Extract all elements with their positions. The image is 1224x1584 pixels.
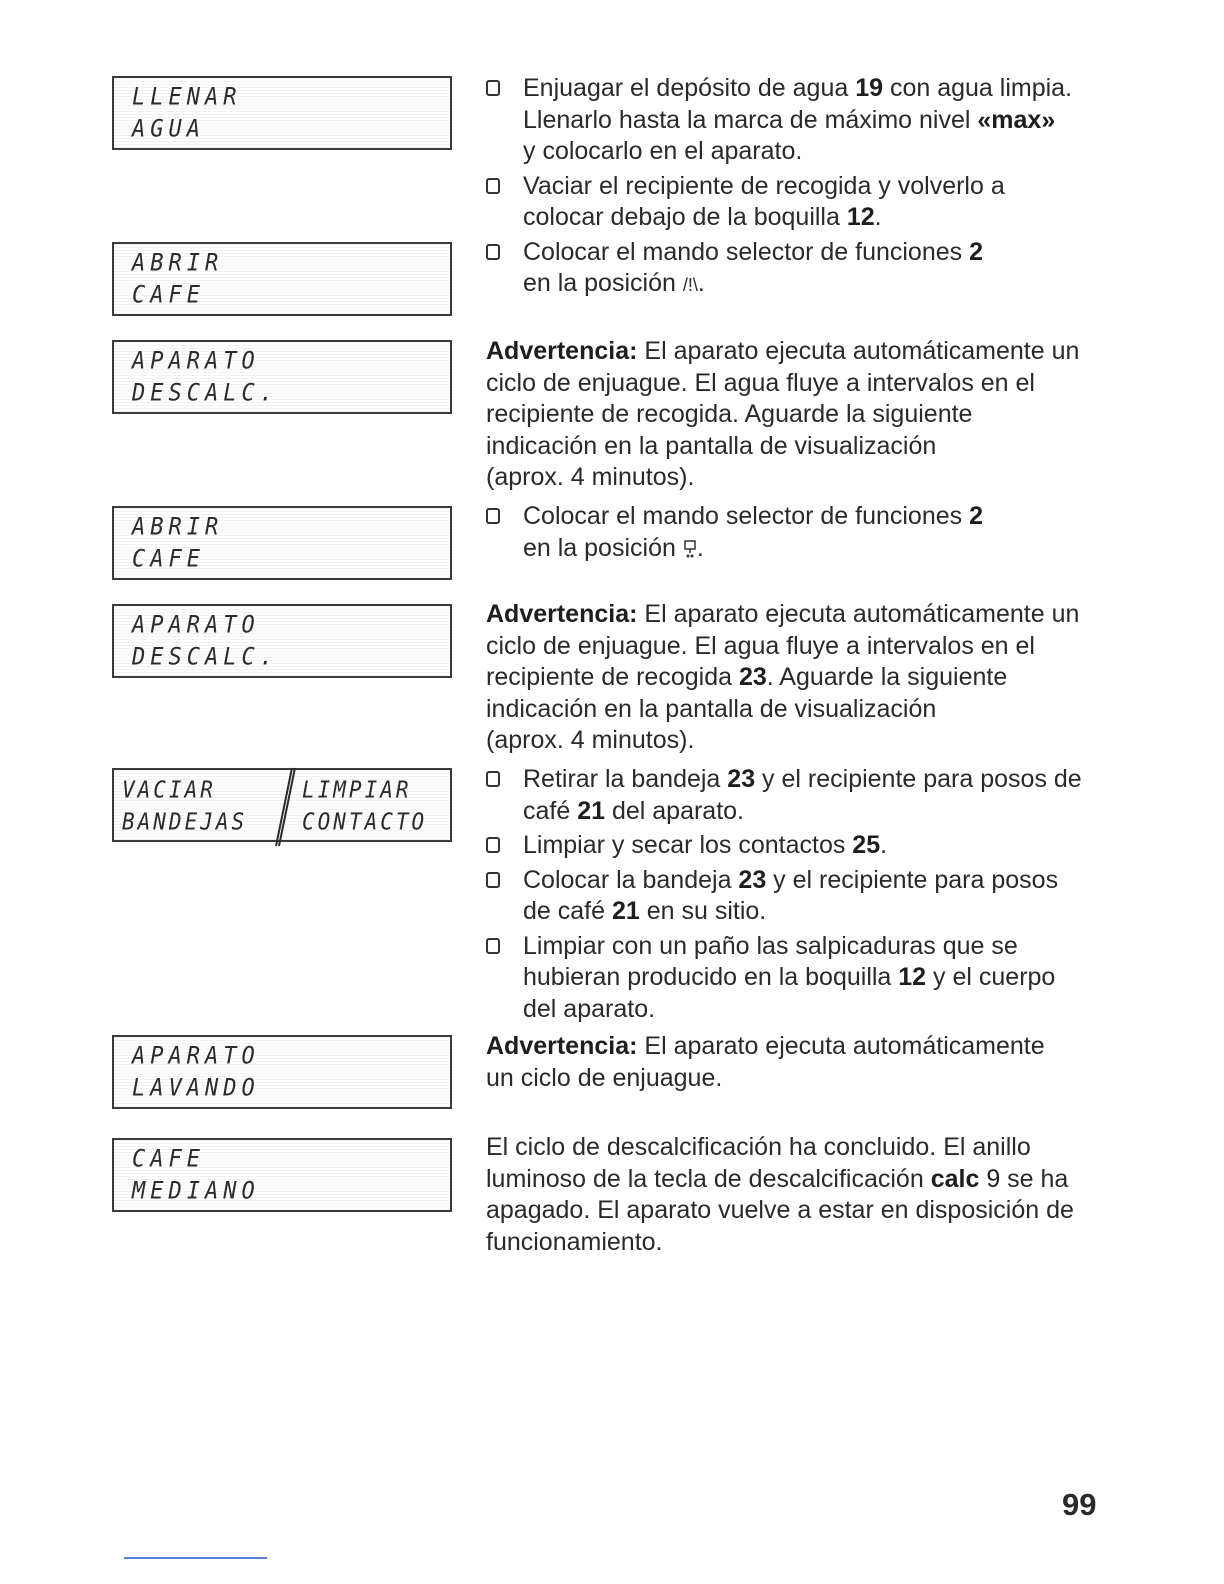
text: . <box>874 203 882 231</box>
lcd-line-1: ABRIR <box>132 513 224 542</box>
max-mark: «max» <box>977 105 1056 134</box>
text: del aparato. <box>523 994 656 1023</box>
text: Retirar la bandeja <box>523 765 728 793</box>
list-item <box>486 501 1096 564</box>
text: ciclo de enjuague. El agua fluye a intervalos en el <box>486 631 1035 660</box>
steam-position-icon: /!\ <box>682 275 698 295</box>
text: en la posición <box>523 533 683 562</box>
ref-number: 23 <box>727 765 756 793</box>
lcd-display-llenar-agua <box>112 76 452 150</box>
text: en su sitio. <box>639 897 767 925</box>
lcd-line-1: APARATO <box>132 1042 260 1071</box>
text: de café <box>523 897 612 925</box>
lcd-display-aparato-descalc <box>112 340 452 414</box>
text: con agua limpia. <box>883 74 1073 102</box>
checkbox-bullet-icon <box>486 508 500 524</box>
text: un ciclo de enjuague. <box>486 1063 723 1092</box>
checkbox-bullet-icon <box>486 872 500 888</box>
text: luminoso de la tecla de descalcificación <box>486 1164 931 1193</box>
coffee-position-icon <box>683 539 697 559</box>
text: ciclo de enjuague. El agua fluye a intervalos en el <box>486 368 1035 397</box>
lcd-line-2: DESCALC. <box>132 643 278 672</box>
ref-number: 12 <box>846 203 875 231</box>
text: Colocar el mando selector de funciones <box>523 502 970 530</box>
warning-label: Advertencia: <box>486 600 638 628</box>
lcd-display-cafe-mediano <box>112 1138 452 1212</box>
lcd-line-2: MEDIANO <box>132 1177 260 1206</box>
lcd-line-1: LLENAR <box>132 83 242 112</box>
completion-paragraph <box>486 1132 1096 1258</box>
text: indicación en la pantalla de visualización <box>486 694 937 723</box>
text: Colocar la bandeja <box>523 865 739 894</box>
text: y el recipiente para posos <box>766 865 1059 894</box>
text: recipiente de recogida <box>486 663 739 691</box>
lcd-line-1: ABRIR <box>132 249 224 278</box>
text: y colocarlo en el aparato. <box>523 137 803 165</box>
list-item <box>486 865 1096 928</box>
text: y el recipiente para posos de <box>755 765 1082 793</box>
list-item <box>486 73 1096 168</box>
lcd-line-2: DESCALC. <box>132 379 278 408</box>
ref-number: 21 <box>611 897 640 925</box>
text: Limpiar y secar los contactos <box>523 831 853 859</box>
ref-number: 2 <box>969 502 983 530</box>
list-item <box>486 237 1096 302</box>
text: se ha <box>1000 1164 1069 1193</box>
text: Llenarlo hasta la marca de máximo nivel <box>523 105 978 134</box>
lcd-line-2-right: CONTACTO <box>302 808 428 836</box>
warning-label: Advertencia: <box>486 1032 638 1060</box>
text: . Aguarde la siguiente <box>766 663 1008 691</box>
checkbox-bullet-icon <box>486 80 500 96</box>
warning-block-2 <box>486 599 1096 757</box>
text: (aprox. 4 minutos). <box>486 463 695 491</box>
text: del aparato. <box>605 796 745 825</box>
text: Limpiar con un paño las salpicaduras que se <box>523 931 1018 960</box>
text: (aprox. 4 minutos). <box>486 726 695 754</box>
ref-number: 9 <box>986 1164 1001 1193</box>
lcd-line-1: APARATO <box>132 347 260 376</box>
lcd-line-2: CAFE <box>132 281 205 310</box>
warning-label: Advertencia: <box>486 337 638 365</box>
page-number: 99 <box>1062 1487 1097 1522</box>
text: recipiente de recogida. Aguarde la siguiente <box>486 400 973 428</box>
lcd-line-1: APARATO <box>132 611 260 640</box>
warning-block-3 <box>486 1031 1096 1094</box>
lcd-display-aparato-descalc-2 <box>112 604 452 678</box>
checkbox-bullet-icon <box>486 244 500 260</box>
text: apagado. El aparato vuelve a estar en disposición de <box>486 1196 1074 1224</box>
checkbox-bullet-icon <box>486 837 500 853</box>
text: . <box>880 831 888 859</box>
footer-rule <box>124 1557 267 1559</box>
lcd-line-2-left: BANDEJAS <box>122 808 248 836</box>
text: El ciclo de descalcificación ha concluido. El anillo <box>486 1133 1031 1161</box>
text: indicación en la pantalla de visualización <box>486 431 937 460</box>
steps-block-3 <box>486 764 1096 1025</box>
lcd-line-1-left: VACIAR <box>122 776 216 804</box>
list-item <box>486 171 1096 234</box>
text: colocar debajo de la boquilla <box>523 203 847 231</box>
checkbox-bullet-icon <box>486 938 500 954</box>
text: . <box>696 533 704 562</box>
text: El aparato ejecuta automáticamente un <box>637 337 1080 365</box>
list-item <box>486 830 1096 862</box>
lcd-line-2: LAVANDO <box>132 1074 260 1103</box>
text: Vaciar el recipiente de recogida y volverlo a <box>523 171 1005 200</box>
lcd-display-abrir-cafe <box>112 242 452 316</box>
text: Enjuagar el depósito de agua <box>523 74 856 102</box>
text: El aparato ejecuta automáticamente <box>637 1032 1045 1060</box>
lcd-line-2: AGUA <box>132 115 205 144</box>
text: café <box>523 796 578 825</box>
checkbox-bullet-icon <box>486 178 500 194</box>
steps-block-2 <box>486 501 1096 564</box>
calc-key-label: calc <box>930 1164 980 1193</box>
checkbox-bullet-icon <box>486 771 500 787</box>
text: en la posición <box>523 269 683 297</box>
list-item <box>486 931 1096 1026</box>
steps-block-1 <box>486 73 1096 302</box>
split-slash-icon <box>270 766 296 848</box>
ref-number: 19 <box>855 74 884 102</box>
lcd-display-vaciar-limpiar <box>112 768 452 842</box>
ref-number: 2 <box>969 237 983 266</box>
lcd-line-1: CAFE <box>132 1145 205 1174</box>
text: hubieran producido en la boquilla <box>523 963 899 991</box>
list-item <box>486 764 1096 827</box>
lcd-line-2: CAFE <box>132 545 205 574</box>
text: funcionamiento. <box>486 1227 663 1256</box>
ref-number: 21 <box>577 796 606 825</box>
text: . <box>697 269 705 297</box>
text: Colocar el mando selector de funciones <box>523 237 970 266</box>
lcd-line-1-right: LIMPIAR <box>302 776 412 804</box>
text: y el cuerpo <box>926 963 1056 991</box>
lcd-display-abrir-cafe-2 <box>112 506 452 580</box>
warning-block-1 <box>486 336 1096 494</box>
lcd-display-aparato-lavando <box>112 1035 452 1109</box>
ref-number: 23 <box>738 865 767 894</box>
ref-number: 12 <box>898 963 927 991</box>
ref-number: 25 <box>852 831 881 859</box>
ref-number: 23 <box>738 663 767 691</box>
text: El aparato ejecuta automáticamente un <box>637 600 1080 628</box>
